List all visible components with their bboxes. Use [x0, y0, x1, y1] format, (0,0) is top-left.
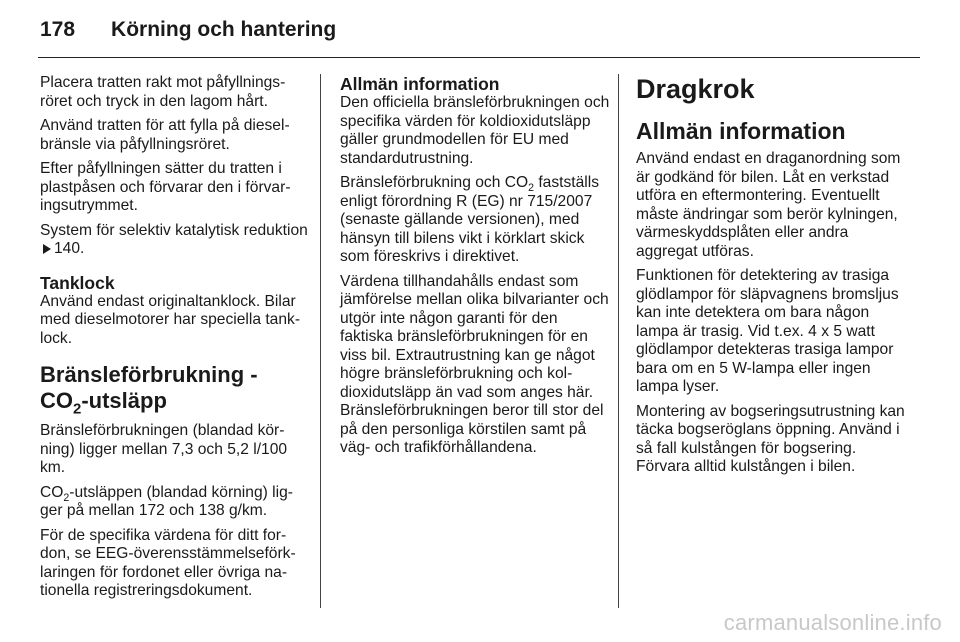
tow-hitch-general-info-heading: Allmän information: [636, 118, 846, 144]
page-header: [40, 18, 920, 50]
page-number: 178: [40, 18, 76, 41]
paragraph: Använd endast originaltanklock. Bilar med dieselmotorer har speciella tanklock.: [40, 292, 301, 347]
paragraph: Montering av bogseringsutrustning kan täcka bogseröglans öppning. Använd i så fall kulstången för bogsering. Förvara alltid kulstången i bilen.: [636, 402, 905, 475]
column-divider: [618, 74, 619, 608]
paragraph: Värdena tillhandahålls endast som jämförelse mellan olika bilvarianter och utgör inte någon garanti för den faktiska bränsleförbrukningen för en viss bil. Extrautrustning kan ge något högre bränsleförbrukning och koldioxidutsläpp än vad som anges här. Bränsleförbrukningen beror till stor del på den personliga körstilen samt på väg- och trafikförhållandena.: [340, 272, 609, 456]
scr-text: System för selektiv katalytisk reduktion: [40, 221, 308, 239]
watermark: carmanualsonline.info: [723, 610, 942, 635]
paragraph: Funktionen för detektering av trasiga glödlampor för släpvagnens bromsljus kan inte detektera om bara någon lampa är trasig. Vid t.ex. 4 x 5 watt glödlampor detekteras trasiga lampor bara om en 5 W-lampa eller ingen lampa lyser.: [636, 267, 899, 395]
chapter-title: Körning och hantering: [111, 18, 337, 41]
paragraph: Använd endast en draganordning som är godkänd för bilen. Låt en verkstad utföra en eftermontering. Eventuellt måste ändringar som berör kylningen, värmeskyddsplåten eller andra aggregat utföras.: [636, 150, 901, 260]
page-reference-arrow-icon: [43, 244, 51, 254]
paragraph: För de specifika värdena för ditt fordon, se EEG-överensstämmelseförklaringen för fordonet eller övriga nationella registreringsdokument.: [40, 526, 296, 599]
paragraph: Bränsleförbrukningen (blandad körning) ligger mellan 7,3 och 5,2 l/100 km.: [40, 422, 288, 476]
consumption-section-heading: Bränsleförbrukning - $CO_2$-utsläpp: [40, 362, 258, 418]
paragraph-co2: $CO_2$-utsläppen (blandad körning) ligger på mellan 172 och 138 g/km.: [40, 483, 293, 519]
column-2: [340, 74, 610, 464]
tanklock-heading: Tanklock: [40, 272, 115, 293]
column-3: [636, 74, 906, 483]
paragraph: Använd tratten för att fylla på dieselbränsle via påfyllningsröret.: [40, 117, 290, 153]
paragraph: Efter påfyllningen sätter du tratten i plastpåsen och förvarar den i förvaringsutrymmet.: [40, 160, 291, 214]
header-rule: [38, 57, 920, 58]
column-1: [40, 74, 310, 607]
general-info-heading: Allmän information: [340, 74, 500, 94]
paragraph: Placera tratten rakt mot påfyllningsröret och tryck in den lagom hårt.: [40, 74, 286, 110]
paragraph-scr-ref: [40, 222, 310, 259]
paragraph: Den officiella bränsleförbrukningen och specifika värden för koldioxidutsläpp gäller grundmodellen för EU med standardutrustning.: [340, 94, 610, 167]
column-divider: [320, 74, 321, 608]
tow-hitch-title: Dragkrok: [636, 74, 755, 104]
scr-page-link[interactable]: 140.: [54, 240, 85, 257]
paragraph-co2-regulation: Bränsleförbrukning och $CO_2$ fastställs enligt förordning R (EG) nr 715/2007 (senaste gällande versionen), med hänsyn till bilens vikt i körklart skick som föreskrivs i direktivet.: [340, 174, 599, 265]
